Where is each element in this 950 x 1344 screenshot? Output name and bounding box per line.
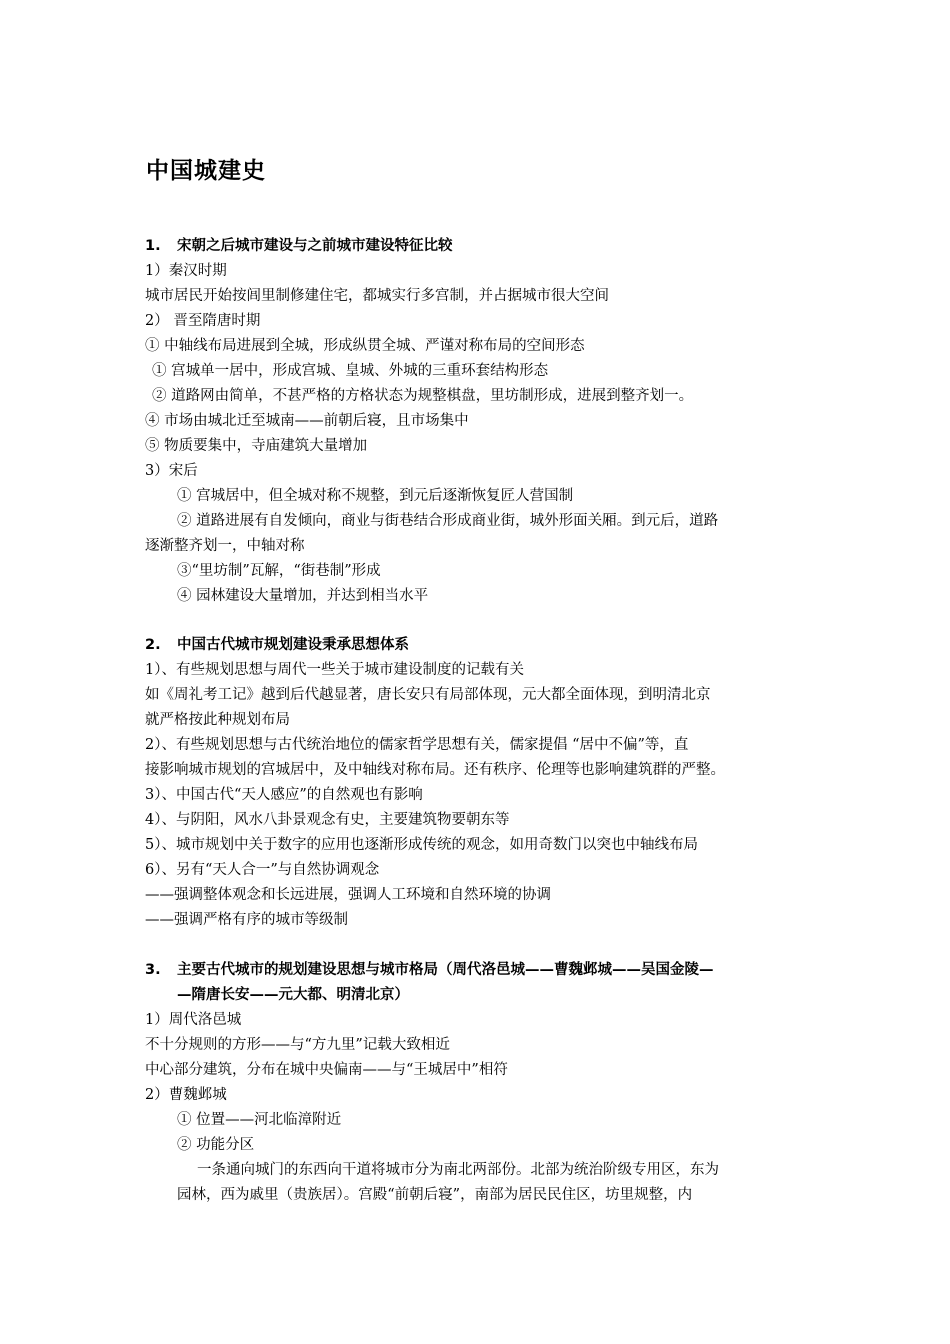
paragraph-line: 中心部分建筑，分布在城中央偏南——与“王城居中”相符 <box>145 1062 508 1078</box>
paragraph-line: 如《周礼考工记》越到后代越显著，唐长安只有局部体现，元大都全面体现，到明清北京 <box>145 687 711 703</box>
paragraph-line: 不十分规则的方形——与“方九里”记载大致相近 <box>145 1037 450 1053</box>
paragraph-line: ① 宫城单一居中，形成宫城、皇城、外城的三重环套结构形态 <box>152 363 549 379</box>
paragraph-line: 1）秦汉时期 <box>145 263 227 279</box>
section-title: 宋朝之后城市建设与之前城市建设特征比较 <box>177 238 453 254</box>
paragraph-line: 1）、有些规划思想与周代一些关于城市建设制度的记载有关 <box>145 662 524 678</box>
paragraph-line: 1）周代洛邑城 <box>145 1012 242 1028</box>
section-3-heading <box>145 960 714 980</box>
section-title-continued: —隋唐长安——元大都、明清北京） <box>177 987 409 1003</box>
paragraph-line: ④ 园林建设大量增加，并达到相当水平 <box>177 588 429 604</box>
paragraph-line: ——强调整体观念和长远进展，强调人工环境和自然环境的协调 <box>145 887 551 903</box>
paragraph-line: 逐渐整齐划一，中轴对称 <box>145 538 305 554</box>
paragraph-line: 2） 晋至隋唐时期 <box>145 313 261 329</box>
paragraph-line: 城市居民开始按闾里制修建住宅，都城实行多宫制，并占据城市很大空间 <box>145 288 609 304</box>
paragraph-line: 3）、中国古代“天人感应”的自然观也有影响 <box>145 787 423 803</box>
section-title: 主要古代城市的规划建设思想与城市格局（周代洛邑城——曹魏邺城——吴国金陵— <box>177 962 714 978</box>
paragraph-line: 4）、与阴阳，风水八卦景观念有史，主要建筑物要朝东等 <box>145 812 510 828</box>
paragraph-line: 就严格按此种规划布局 <box>145 712 290 728</box>
paragraph-line: ② 功能分区 <box>177 1137 255 1153</box>
paragraph-line: 一条通向城门的东西向干道将城市分为南北两部份。北部为统治阶级专用区，东为 <box>197 1162 719 1178</box>
section-number: 3. <box>145 962 161 978</box>
document-title: 中国城建史 <box>146 158 266 184</box>
paragraph-line: ③“里坊制”瓦解，“街巷制”形成 <box>177 563 381 579</box>
paragraph-line: ① 宫城居中，但全城对称不规整，到元后逐渐恢复匠人营国制 <box>177 488 574 504</box>
section-2-heading <box>145 635 409 655</box>
paragraph-line: ④ 市场由城北迁至城南——前朝后寝，且市场集中 <box>145 413 469 429</box>
paragraph-line: ② 道路进展有自发倾向，商业与街巷结合形成商业街，城外形面关厢。到元后，道路 <box>177 513 719 529</box>
section-1-heading <box>145 236 453 256</box>
paragraph-line: 2）曹魏邺城 <box>145 1087 227 1103</box>
paragraph-line: ⑤ 物质要集中，寺庙建筑大量增加 <box>145 438 368 454</box>
paragraph-line: ——强调严格有序的城市等级制 <box>145 912 348 928</box>
section-title: 中国古代城市规划建设秉承思想体系 <box>177 637 409 653</box>
paragraph-line: ① 位置——河北临漳附近 <box>177 1112 342 1128</box>
paragraph-line: ② 道路网由简单，不甚严格的方格状态为规整棋盘，里坊制形成，进展到整齐划一。 <box>152 388 694 404</box>
paragraph-line: ① 中轴线布局进展到全城，形成纵贯全城、严谨对称布局的空间形态 <box>145 338 585 354</box>
paragraph-line: 2）、有些规划思想与古代统治地位的儒家哲学思想有关，儒家提倡 “居中不偏”等，直 <box>145 737 689 753</box>
paragraph-line: 5）、城市规划中关于数字的应用也逐渐形成传统的观念，如用奇数门以突也中轴线布局 <box>145 837 698 853</box>
paragraph-line: 接影响城市规划的宫城居中，及中轴线对称布局。还有秩序、伦理等也影响建筑群的严整。 <box>145 762 725 778</box>
section-number: 2. <box>145 637 161 653</box>
paragraph-line: 6）、另有“天人合一”与自然协调观念 <box>145 862 380 878</box>
paragraph-line: 园林，西为戚里（贵族居）。宫殿“前朝后寝”，南部为居民民住区，坊里规整，内 <box>177 1187 693 1203</box>
paragraph-line: 3）宋后 <box>145 463 198 479</box>
section-number: 1. <box>145 238 161 254</box>
